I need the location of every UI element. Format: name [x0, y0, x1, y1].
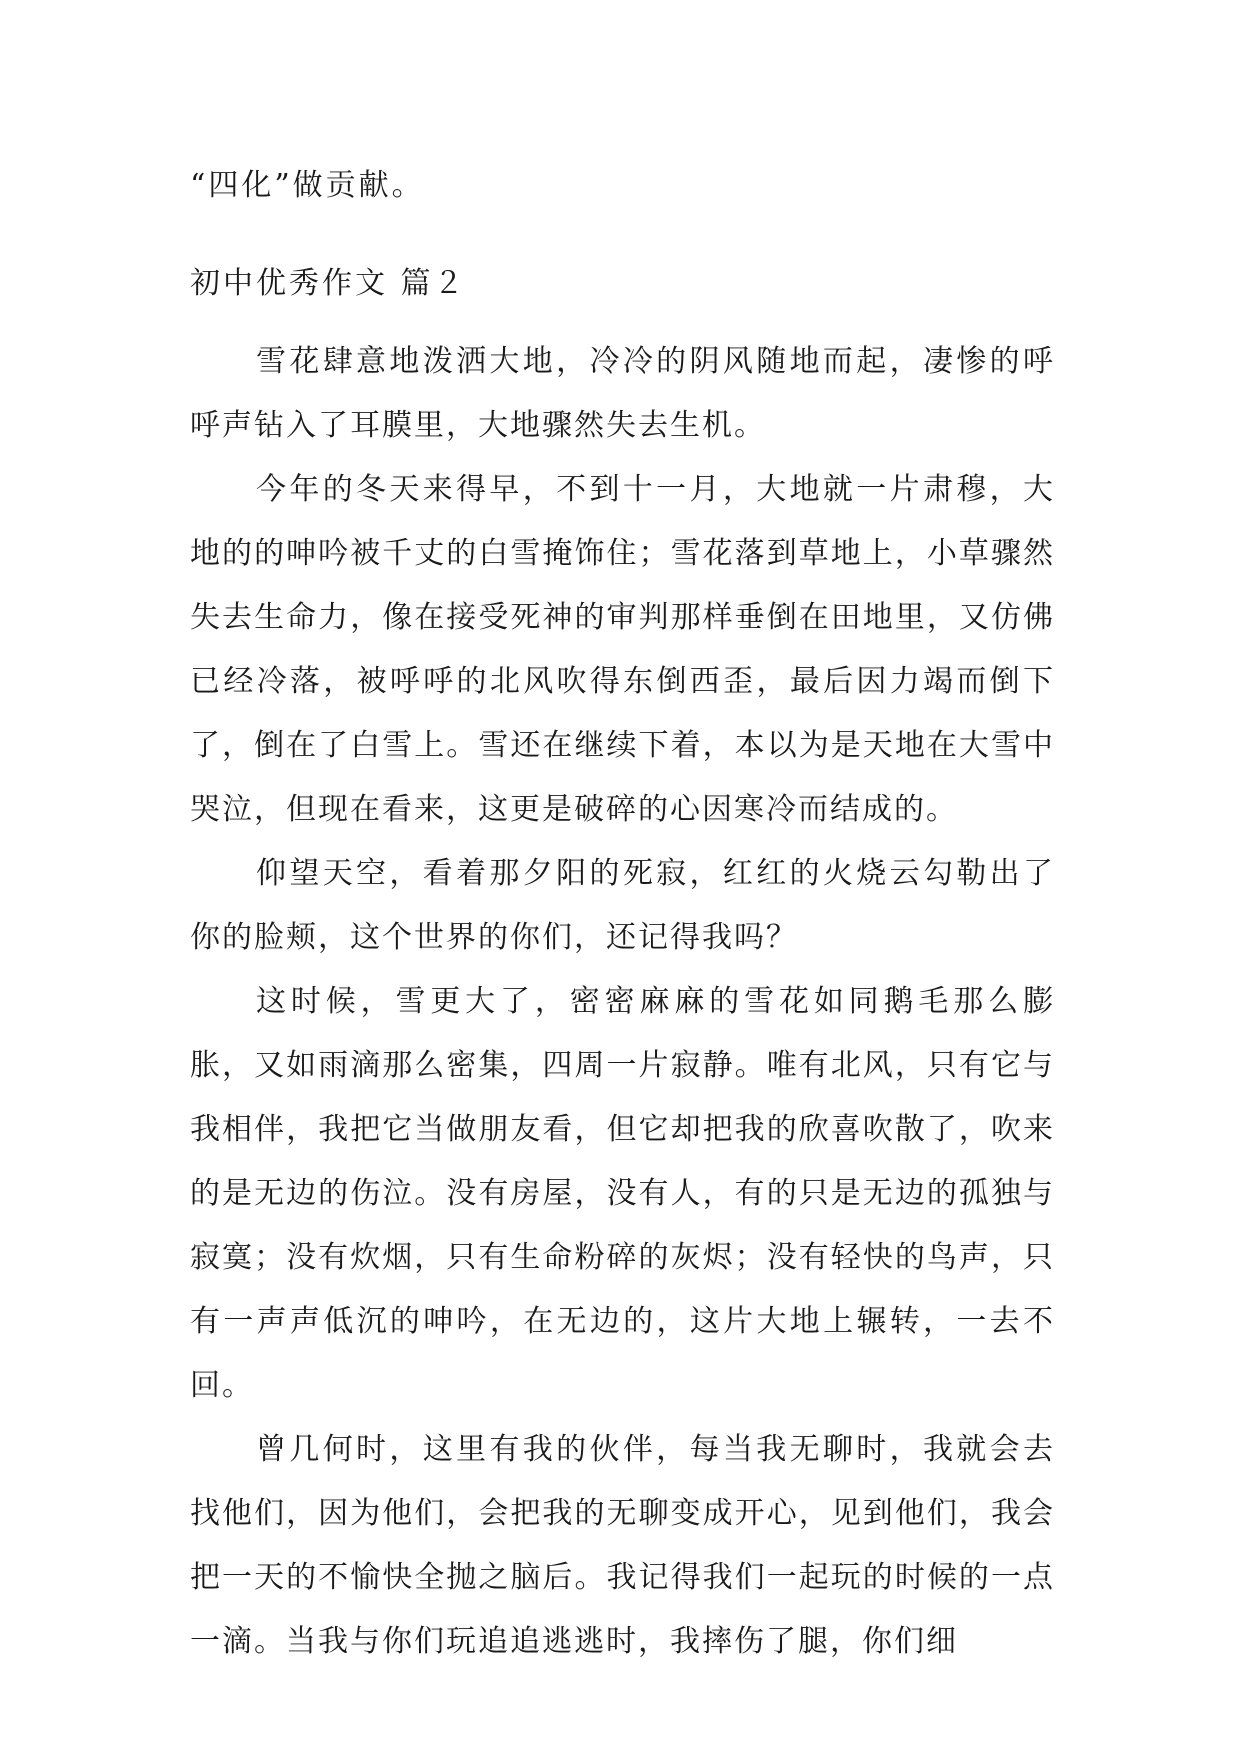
previous-section-tail: “四化”做贡献。 [190, 168, 425, 203]
paragraph-2: 今年的冬天来得早，不到十一月，大地就一片肃穆，大地的的呻吟被千丈的白雪掩饰住；雪花落到草地上，小草骤然失去生命力，像在接受死神的审判那样垂倒在田地里，又仿佛已经冷落，被呼呼的北风吹得东倒西歪，最后因力竭而倒下了，倒在了白雪上。雪还在继续下着，本以为是天地在大雪中哭泣，但现在看来，这更是破碎的心因寒冷而结成的。 [190, 472, 1055, 827]
paragraph-3: 仰望天空，看着那夕阳的死寂，红红的火烧云勾勒出了你的脸颊，这个世界的你们，还记得我吗？ [190, 856, 1055, 955]
paragraph-1: 雪花肆意地泼洒大地，冷冷的阴风随地而起，凄惨的呼呼声钻入了耳膜里，大地骤然失去生机。 [190, 344, 1055, 443]
paragraph-5: 曾几何时，这里有我的伙伴，每当我无聊时，我就会去找他们，因为他们，会把我的无聊变成开心，见到他们，我会把一天的不愉快全抛之脑后。我记得我们一起玩的时候的一点一滴。当我与你们玩追追逃逃时，我摔伤了腿，你们细 [190, 1432, 1055, 1659]
paragraph-4: 这时候，雪更大了，密密麻麻的雪花如同鹅毛那么膨胀，又如雨滴那么密集，四周一片寂静。唯有北风，只有它与我相伴，我把它当做朋友看，但它却把我的欣喜吹散了，吹来的是无边的伤泣。没有房屋，没有人，有的只是无边的孤独与寂寞；没有炊烟，只有生命粉碎的灰烬；没有轻快的鸟声，只有一声声低沉的呻吟，在无边的，这片大地上辗转，一去不回。 [190, 984, 1055, 1403]
section-title: 初中优秀作文 篇２ [190, 266, 467, 301]
article-body [190, 330, 1055, 1674]
